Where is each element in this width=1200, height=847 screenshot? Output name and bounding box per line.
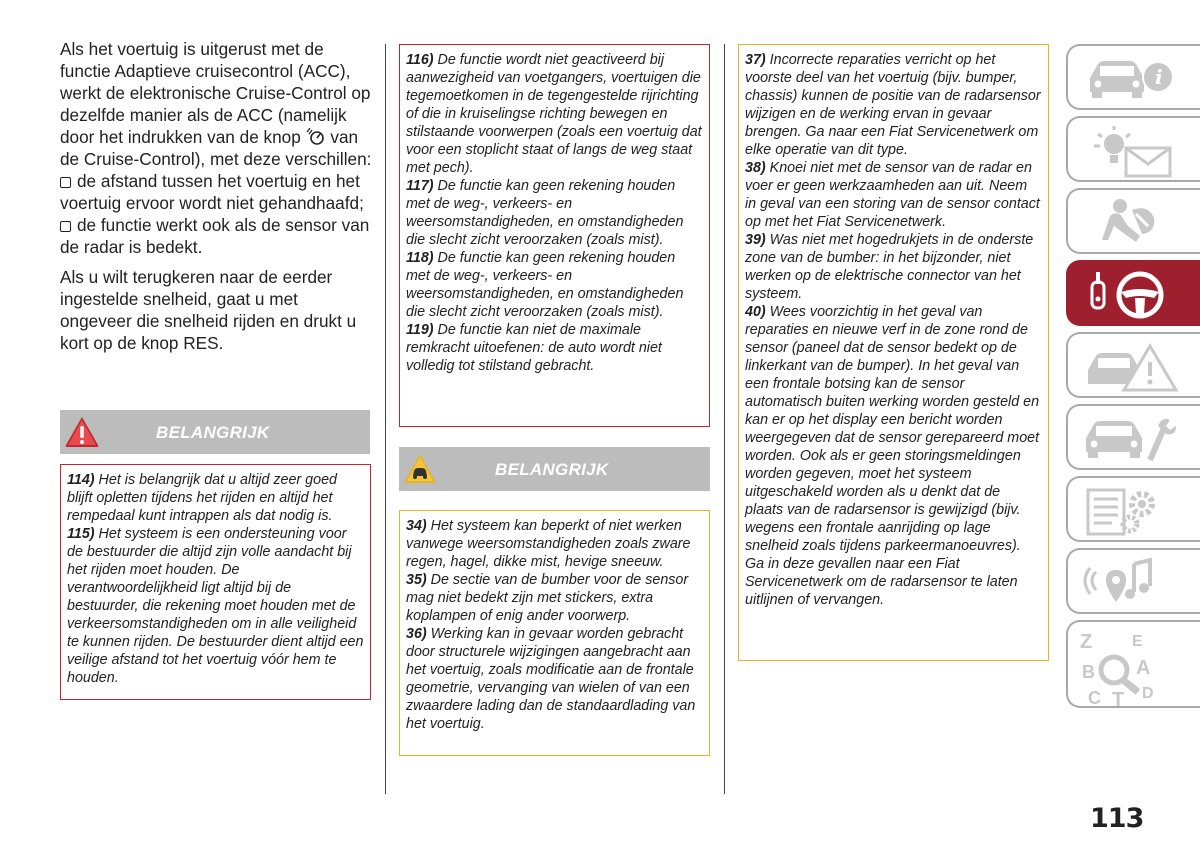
item-text: De functie wordt niet geactiveerd bij aanwezigheid van voetgangers, voertuigen die tegemoetkomen in de tegengestelde rijrichting of die in kruiselingse richting bewegen en stilstaande voorwerpen (zoals een voertuig dat voor een stoplicht staat of langs de weg staat met pech). <box>406 52 702 176</box>
caution-box-continued <box>738 44 1049 661</box>
tab-multimedia[interactable] <box>1066 548 1200 614</box>
item-number: 115) <box>67 526 95 542</box>
alphabet-index-icon <box>1078 628 1188 708</box>
banner-title: BELANGRIJK <box>156 423 270 442</box>
caution-banner <box>399 447 710 491</box>
index-letter-z: Z <box>1080 631 1093 653</box>
tab-emergency[interactable] <box>1066 332 1200 398</box>
bullet-icon <box>60 177 71 188</box>
item-text: Het is belangrijk dat u altijd zeer goed blijft opletten tijdens het rijden en altijd het rempedaal kunt intrappen als dat nodig is. <box>67 472 337 524</box>
caution-item <box>406 517 703 571</box>
item-number: 118) <box>406 250 434 266</box>
column-divider <box>724 44 725 794</box>
tab-safety[interactable] <box>1066 188 1200 254</box>
caution-item <box>745 231 1042 303</box>
warning-triangle-icon <box>64 414 100 450</box>
paragraph-res: Als u wilt terugkeren naar de eerder ingestelde snelheid, gaat u met ongeveer die snelheid rijden en drukt u kort op de knop RES. <box>60 267 357 353</box>
warning-item <box>406 321 703 375</box>
key-steering-wheel-icon <box>1078 268 1188 322</box>
index-letter-c: C <box>1088 688 1101 708</box>
caution-item <box>745 51 1042 159</box>
index-letter-d: D <box>1142 685 1154 702</box>
specs-gears-icon <box>1078 484 1188 538</box>
warning-banner <box>60 410 370 454</box>
item-number: 38) <box>745 160 766 176</box>
item-number: 36) <box>406 626 427 642</box>
bullet-item: de afstand tussen het voertuig en het voertuig ervoor wordt niet gehandhaafd; <box>60 171 364 213</box>
item-text: Knoei niet met de sensor van de radar en voer er geen werkzaamheden aan uit. Neem in geval van een storing van de sensor contact op met het Fiat Servicenetwerk. <box>745 160 1040 230</box>
index-letter-a: A <box>1136 657 1151 679</box>
item-text: Wees voorzichtig in het geval van reparaties en nieuwe verf in de zone rond de sensor (paneel dat de sensor bedekt op de linkerkant van de bumper). In het geval van een frontale botsing kan de sensor automatisch buiten werking worden gesteld en kan er op het display een bericht worden weergegeven dat de sensor gerepareerd moet worden. Ook als er geen storingsmeldingen worden gegeven, moet het systeem uitgeschakeld worden als u denkt dat de plaats van de radarsensor is gewijzigd (bijv. wegens een frontale aanrijding op lage snelheid zoals tijdens parkeermanoeuvres). Ga in deze gevallen naar een Fiat Servicenetwerk om de radarsensor te laten uitlijnen of vervangen. <box>745 304 1040 608</box>
caution-item <box>406 625 703 733</box>
car-warning-triangle-icon <box>1078 340 1188 394</box>
tab-index[interactable] <box>1066 620 1200 708</box>
bullet-icon <box>60 221 71 232</box>
item-text: De functie kan geen rekening houden met de weg-, verkeers- en weersomstandigheden, en omstandigheden die slecht zicht veroorzaken (zoals mist). <box>406 178 684 248</box>
item-text: Werking kan in gevaar worden gebracht door structurele wijzigingen aangebracht aan het voertuig, zoals modificatie aan de frontale geometrie, vervanging van wielen of van een zwaardere lading dan de standaardlading van het voertuig. <box>406 626 696 732</box>
item-text: De sectie van de bumber voor de sensor mag niet bedekt zijn met stickers, extra koplampen of enig ander voorwerp. <box>406 572 689 624</box>
column-divider <box>385 44 386 794</box>
item-number: 40) <box>745 304 766 320</box>
caution-item <box>406 571 703 625</box>
seat-airbag-icon <box>1078 196 1188 250</box>
item-number: 35) <box>406 572 427 588</box>
tab-starting-driving[interactable] <box>1066 260 1200 326</box>
index-letter-t: T <box>1112 689 1125 708</box>
warning-box-continued <box>399 44 710 427</box>
tab-lights-messages[interactable] <box>1066 116 1200 182</box>
tab-technical-data[interactable] <box>1066 476 1200 542</box>
item-number: 116) <box>406 52 434 68</box>
media-nav-icon <box>1078 556 1188 610</box>
warning-item <box>67 525 364 687</box>
warning-box <box>60 464 371 700</box>
item-number: 37) <box>745 52 766 68</box>
paragraph-acc-part1: Als het voertuig is uitgerust met de functie Adaptieve cruisecontrol (ACC), werkt de elektronische Cruise-Control op dezelfde manier als de ACC (namelijk door het indrukken van de knop <box>60 39 371 147</box>
warning-item <box>406 51 703 177</box>
item-text: De functie kan niet de maximale remkracht uitoefenen: de auto wordt niet volledig tot stilstand gebracht. <box>406 322 662 374</box>
lights-message-icon <box>1078 124 1188 178</box>
page-number: 113 <box>1090 803 1144 834</box>
tab-car-info[interactable] <box>1066 44 1200 110</box>
index-letter-e: E <box>1132 633 1143 650</box>
banner-title: BELANGRIJK <box>495 460 609 479</box>
item-text: Het systeem kan beperkt of niet werken vanwege weersomstandigheden zoals zware regen, hagel, dikke mist, hevige sneeuw. <box>406 518 691 570</box>
warning-item <box>406 249 703 321</box>
item-text: De functie kan geen rekening houden met de weg-, verkeers- en weersomstandigheden, en omstandigheden die slecht zicht veroorzaken (zoals mist). <box>406 250 684 320</box>
car-wrench-icon <box>1078 412 1188 466</box>
bullet-item: de functie werkt ook als de sensor van de radar is bedekt. <box>60 215 370 257</box>
cruise-control-knob-icon <box>306 128 326 146</box>
item-number: 114) <box>67 472 95 488</box>
item-number: 39) <box>745 232 766 248</box>
tab-maintenance[interactable] <box>1066 404 1200 470</box>
item-number: 119) <box>406 322 434 338</box>
item-text: Was niet met hogedrukjets in de onderste zone van de bumber: in het bijzonder, niet werken op de elektrische connector van het systeem. <box>745 232 1034 302</box>
item-number: 117) <box>406 178 434 194</box>
caution-box <box>399 510 710 756</box>
warning-item <box>67 471 364 525</box>
paragraph-acc-part2: van de Cruise-Control), met deze verschillen: <box>60 127 372 169</box>
svg-text:i: i <box>1155 65 1163 89</box>
paragraph-acc <box>60 38 372 258</box>
car-info-icon <box>1078 52 1188 106</box>
item-text: Incorrecte reparaties verricht op het voorste deel van het voertuig (bijv. bumper, chassis) kunnen de positie van de radarsensor wijzigen en de werking ervan in gevaar brengen. Ga naar een Fiat Servicenetwerk om elke operatie van dit type. <box>745 52 1041 158</box>
warning-item <box>406 177 703 249</box>
index-letter-b: B <box>1082 662 1095 682</box>
item-text: Het systeem is een ondersteuning voor de bestuurder die altijd zijn volle aandacht bij het rijden moet houden. De verantwoordelijkheid ligt altijd bij de bestuurder, die rekening moet houden met de verkeersomstandigheden om in alle veiligheid te kunnen rijden. De bestuurder dient altijd een veilige afstand tot het voertuig vóór hem te houden. <box>67 526 364 686</box>
caution-item <box>745 303 1042 609</box>
item-number: 34) <box>406 518 427 534</box>
body-text-column <box>60 38 372 362</box>
caution-item <box>745 159 1042 231</box>
caution-car-icon <box>403 452 437 486</box>
